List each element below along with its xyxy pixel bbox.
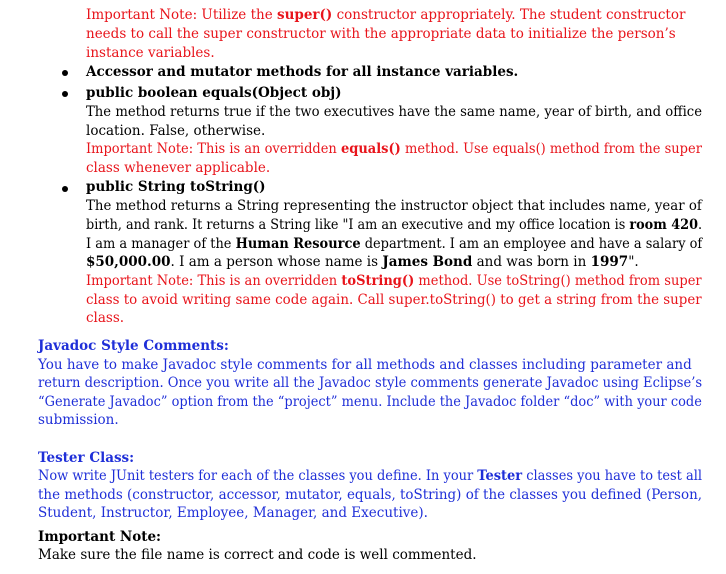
tester-line-3: Student, Instructor, Employee, Manager, and Executive). [38, 505, 428, 521]
tostring-desc-line-2: birth, and rank. It returns a String like "I am an executive and my office location is room 420. [86, 217, 703, 233]
javadoc-line-4: submission. [38, 412, 119, 428]
tostring-desc-line-3: I am a manager of the Human Resource department. I am an employee and have a salary of [86, 236, 703, 252]
final-note-text: Make sure the file name is correct and code is well commented. [38, 547, 477, 563]
equals-note-line-2: class whenever applicable. [86, 160, 271, 176]
equals-method-title: public boolean equals(Object obj) [86, 85, 342, 101]
tostring-desc-line-1: The method returns a String representing the instructor object that includes name, year of [86, 198, 702, 214]
bullet-accessors: Accessor and mutator methods for all instance variables. [86, 64, 519, 80]
tostring-note-line-3: class. [86, 310, 125, 326]
tester-line-2: the methods (constructor, accessor, mutator, equals, toString) of the classes you defined (Person, [38, 487, 703, 503]
tester-line-1: Now write JUnit testers for each of the classes you define. In your Tester classes you have to test all [38, 468, 703, 484]
intro-note-line-1: Important Note: Utilize the super() constructor appropriately. The student constructor [86, 7, 686, 23]
bullet-dot-icon [62, 70, 68, 76]
equals-note-line-1: Important Note: This is an overridden equals() method. Use equals() method from the super [86, 141, 702, 157]
tostring-desc-line-4: $50,000.00. I am a person whose name is James Bond and was born in 1997". [86, 254, 639, 270]
intro-note-line-2: needs to call the super constructor with the appropriate data to initialize the person’s [86, 26, 676, 42]
intro-note-line-3: instance variables. [86, 45, 215, 61]
bullet-dot-icon [62, 186, 68, 192]
tostring-note-line-1: Important Note: This is an overridden toString() method. Use toString() method from super [86, 273, 702, 289]
tostring-note-line-2: class to avoid writing same code again. Call super.toString() to get a string from the super [86, 292, 702, 308]
javadoc-line-2: return description. Once you write all the Javadoc style comments generate Javadoc using Eclipse’s [38, 375, 703, 391]
javadoc-line-3: “Generate Javadoc” option from the “project” menu. Include the Javadoc folder “doc” with your code [38, 394, 702, 410]
equals-desc-line-2: location. False, otherwise. [86, 123, 266, 139]
equals-desc-line-1: The method returns true if the two executives have the same name, year of birth, and office [86, 104, 703, 120]
javadoc-heading: Javadoc Style Comments: [38, 338, 229, 354]
javadoc-line-1: You have to make Javadoc style comments for all methods and classes including parameter and [38, 357, 692, 373]
tester-heading: Tester Class: [38, 450, 135, 466]
final-note-heading: Important Note: [38, 529, 162, 545]
tostring-method-title: public String toString() [86, 179, 266, 195]
bullet-dot-icon [62, 91, 68, 97]
